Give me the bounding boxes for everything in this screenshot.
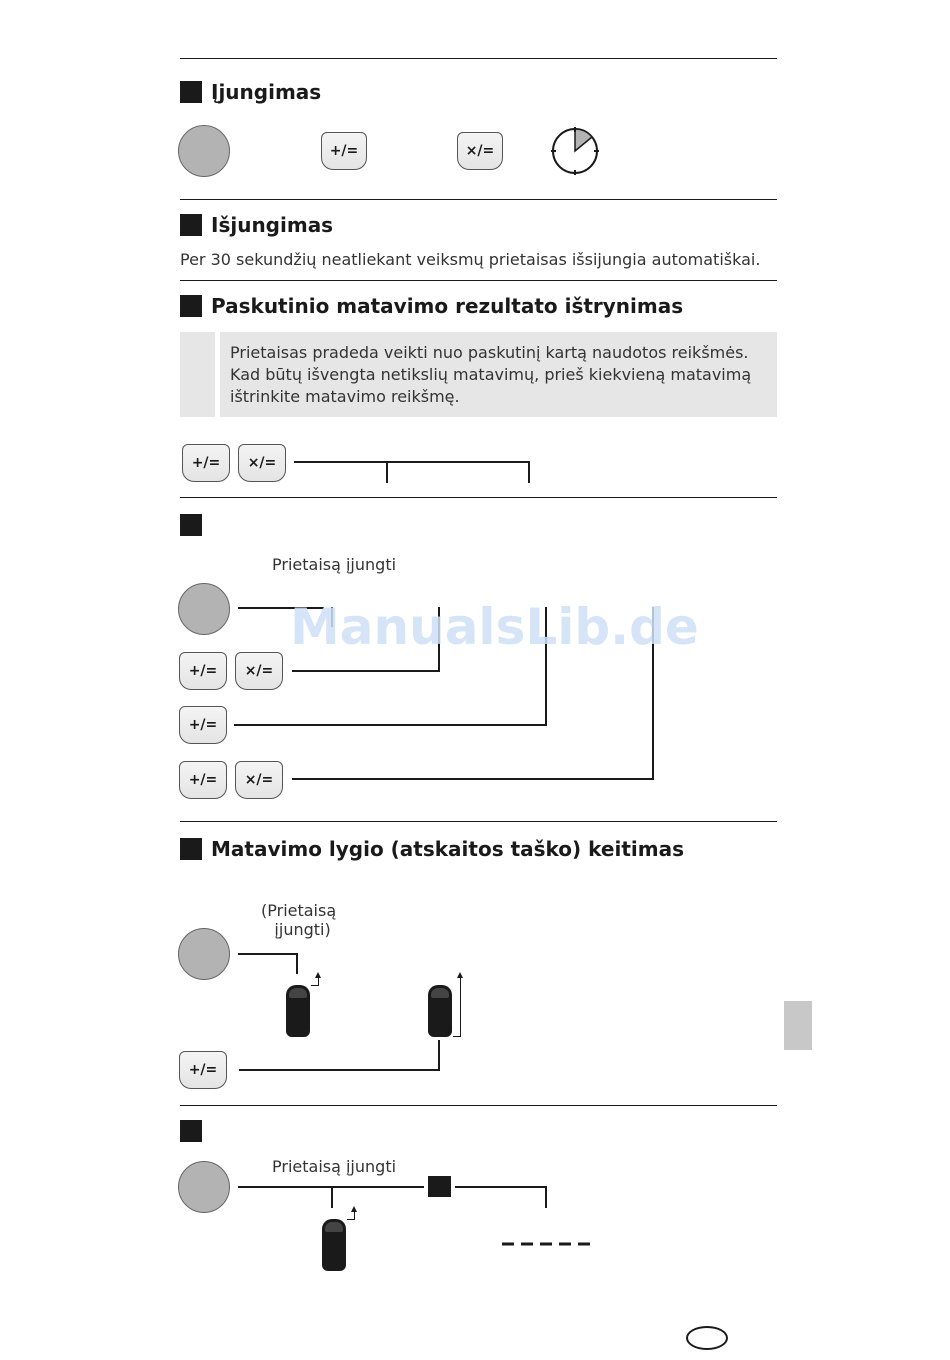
power-button-icon <box>178 928 230 980</box>
arrow-up-icon <box>315 972 321 978</box>
plus-equals-key-icon: +/= <box>321 132 367 170</box>
connector-line <box>545 1186 547 1208</box>
divider <box>180 821 777 822</box>
divider <box>180 280 777 281</box>
connector-line <box>292 670 440 672</box>
section-bullet <box>180 295 202 317</box>
note-line: Prietaisas pradeda veikti nuo paskutinį kartą naudotos reikšmės. <box>230 343 749 362</box>
dashed-display-icon <box>502 1241 590 1247</box>
power-button-icon <box>178 1161 230 1213</box>
plus-equals-key-icon: +/= <box>179 652 227 690</box>
note-marker <box>180 332 215 417</box>
heading-lygis: Matavimo lygio (atskaitos taško) keitimas <box>211 837 684 861</box>
times-equals-key-icon: ×/= <box>457 132 503 170</box>
note-text <box>230 342 751 408</box>
connector-line <box>386 461 388 483</box>
watermark: ManualsLib.de <box>290 598 699 656</box>
section-bullet <box>180 514 202 536</box>
arrow-up-icon <box>351 1206 357 1212</box>
divider <box>180 199 777 200</box>
times-equals-key-icon: ×/= <box>235 761 283 799</box>
connector-line <box>528 461 530 483</box>
note-line: ištrinkite matavimo reikšmę. <box>230 387 460 406</box>
note-line: Kad būtų išvengta netikslių matavimų, prieš kiekvieną matavimą <box>230 365 752 384</box>
power-on-label: Prietaisą įjungti <box>272 1157 397 1176</box>
heading-isjungimas: Išjungimas <box>211 213 334 237</box>
connector-line <box>331 1186 333 1208</box>
connector-line <box>238 953 297 955</box>
section-bullet <box>180 1120 202 1142</box>
section-bullet <box>180 81 202 103</box>
connector-line <box>239 1069 440 1071</box>
section-bullet <box>180 214 202 236</box>
divider <box>180 497 777 498</box>
device-rear-icon <box>428 985 452 1037</box>
connector-line <box>296 953 298 974</box>
power-on-label: Prietaisą įjungti <box>272 555 397 574</box>
arrow-up-icon <box>457 972 463 978</box>
heading-ijungimas: Įjungimas <box>211 80 322 104</box>
reference-mark <box>354 1212 355 1220</box>
connector-line <box>234 724 547 726</box>
times-equals-key-icon: ×/= <box>235 652 283 690</box>
divider <box>180 58 777 59</box>
device-front-icon <box>286 985 310 1037</box>
connector-line <box>294 461 530 463</box>
plus-equals-key-icon: +/= <box>179 706 227 744</box>
heading-istrynimas: Paskutinio matavimo rezultato ištrynimas <box>211 294 684 318</box>
times-equals-key-icon: ×/= <box>238 444 286 482</box>
plus-equals-key-icon: +/= <box>179 1051 227 1089</box>
plus-equals-key-icon: +/= <box>179 761 227 799</box>
label-line: (Prietaisą <box>261 901 337 920</box>
label-line: įjungti) <box>274 920 331 939</box>
timer-icon <box>551 127 601 177</box>
connector-line <box>438 1040 440 1071</box>
divider <box>180 1105 777 1106</box>
language-oval-icon <box>686 1326 728 1350</box>
connector-line <box>455 1186 547 1188</box>
power-on-label <box>261 901 336 939</box>
power-button-icon <box>178 125 230 177</box>
page-edge-tab <box>784 1001 812 1050</box>
reference-mark <box>453 1036 461 1037</box>
power-button-icon <box>178 583 230 635</box>
connector-line <box>292 778 654 780</box>
reference-mark <box>460 978 461 1036</box>
section-bullet <box>180 838 202 860</box>
auto-off-text: Per 30 sekundžių neatliekant veiksmų prietaisas išsijungia automatiškai. <box>180 250 761 269</box>
reference-mark <box>318 978 319 986</box>
plus-equals-key-icon: +/= <box>182 444 230 482</box>
square-marker-icon <box>428 1176 451 1197</box>
device-front-icon <box>322 1219 346 1271</box>
